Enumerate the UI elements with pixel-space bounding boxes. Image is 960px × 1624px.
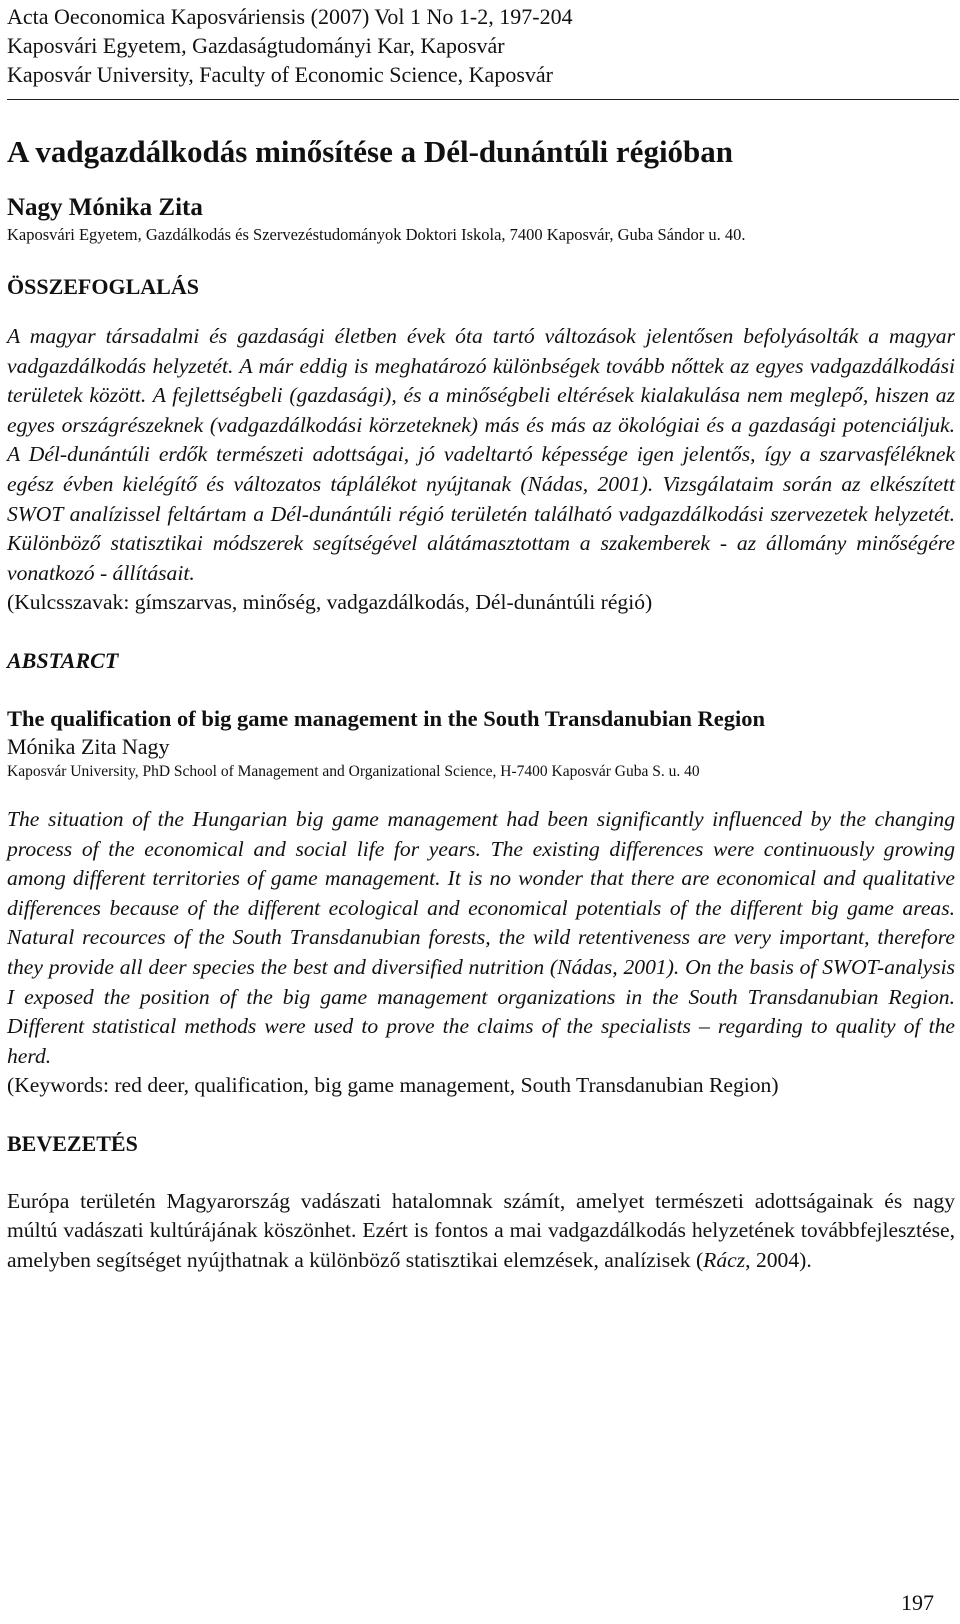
english-affiliation: Kaposvár University, PhD School of Management and Organizational Science, H-7400 Kaposvár Guba S. u. 40 — [7, 762, 700, 780]
abstract-heading: ABSTARCT — [7, 647, 119, 673]
introduction-body: Európa területén Magyarország vadászati hatalomnak számít, amelyet természeti adottságainak és nagy múltú vadászati kultúrájának köszönhet. Ezért is fontos a mai vadgazdálkodás helyzetének továbbfejlesztése, amelyben segítséget nyújthatnak a különböző statisztikai elemzések, analízisek ( — [7, 1188, 955, 1273]
introduction-text — [7, 1187, 955, 1276]
abstract-text: The situation of the Hungarian big game management had been significantly influenced by the changing process of the economical and social life for years. The existing differences were continuously growing among different territories of game management. It is no wonder that there are economical and qualitative differences because of the different ecological and economical potentials of the different big game areas. Natural recources of the South Transdanubian forests, the wild retentiveness are very important, therefore they provide all deer species the best and diversified nutrition (Nádas, 2001). On the basis of SWOT-analysis I exposed the position of the big game management organizations in the South Transdanubian Region. Different statistical methods were used to prove the claims of the specialists – regarding to quality of the herd. — [7, 806, 955, 1068]
journal-citation: Acta Oeconomica Kaposváriensis (2007) Vol 1 No 1-2, 197-204 — [7, 4, 573, 29]
article-author: Nagy Mónika Zita — [7, 194, 203, 221]
university-hungarian: Kaposvári Egyetem, Gazdaságtudományi Kar, Kaposvár — [7, 33, 505, 58]
author-affiliation: Kaposvári Egyetem, Gazdálkodás és Szervezéstudományok Doktori Iskola, 7400 Kaposvár, Guba Sándor u. 40. — [7, 225, 746, 244]
journal-header — [7, 0, 959, 100]
summary-keywords: (Kulcsszavak: gímszarvas, minőség, vadgazdálkodás, Dél-dunántúli régió) — [7, 590, 653, 615]
summary-heading: ÖSSZEFOGLALÁS — [7, 274, 199, 299]
english-title: The qualification of big game management in the South Transdanubian Region — [7, 705, 766, 731]
introduction-heading: BEVEZETÉS — [7, 1130, 138, 1156]
page-number: 197 — [901, 1590, 934, 1615]
article-title: A vadgazdálkodás minősítése a Dél-dunántúli régióban — [7, 134, 734, 169]
english-author: Mónika Zita Nagy — [7, 733, 170, 759]
summary-text: A magyar társadalmi és gazdasági életben évek óta tartó változások jelentősen befolyásolták a magyar vadgazdálkodás helyzetét. A már eddig is meghatározó különbségek tovább nőttek az egyes vadgazdálkodási területek között. A fejlettségbeli (gazdasági), és a minőségbeli eltérések kialakulása nem meglepő, hiszen az egyes országrészeknek (vadgazdálkodási körzeteknek) más és más az ökológiai és a gazdasági potenciáljuk. A Dél-dunántúli erdők természeti adottságai, jó vadeltartó képessége igen jelentős, így a szarvasféléknek egész évben kielégítő és változatos táplálékot nyújtanak (Nádas, 2001). Vizsgálataim során az elkészített SWOT analízissel feltártam a Dél-dunántúli régió területén található vadgazdálkodási szervezetek helyzetét. Különböző statisztikai módszerek segítségével alátámasztottam a szakemberek - az állomány minőségére vonatkozó - állításait. — [7, 324, 955, 585]
citation-year: , 2004). — [745, 1248, 812, 1273]
citation-author: Rácz — [703, 1248, 746, 1273]
abstract-keywords: (Keywords: red deer, qualification, big game management, South Transdanubian Region) — [7, 1073, 779, 1098]
journal-page — [7, 0, 955, 1276]
university-english: Kaposvár University, Faculty of Economic Science, Kaposvár — [7, 62, 553, 87]
